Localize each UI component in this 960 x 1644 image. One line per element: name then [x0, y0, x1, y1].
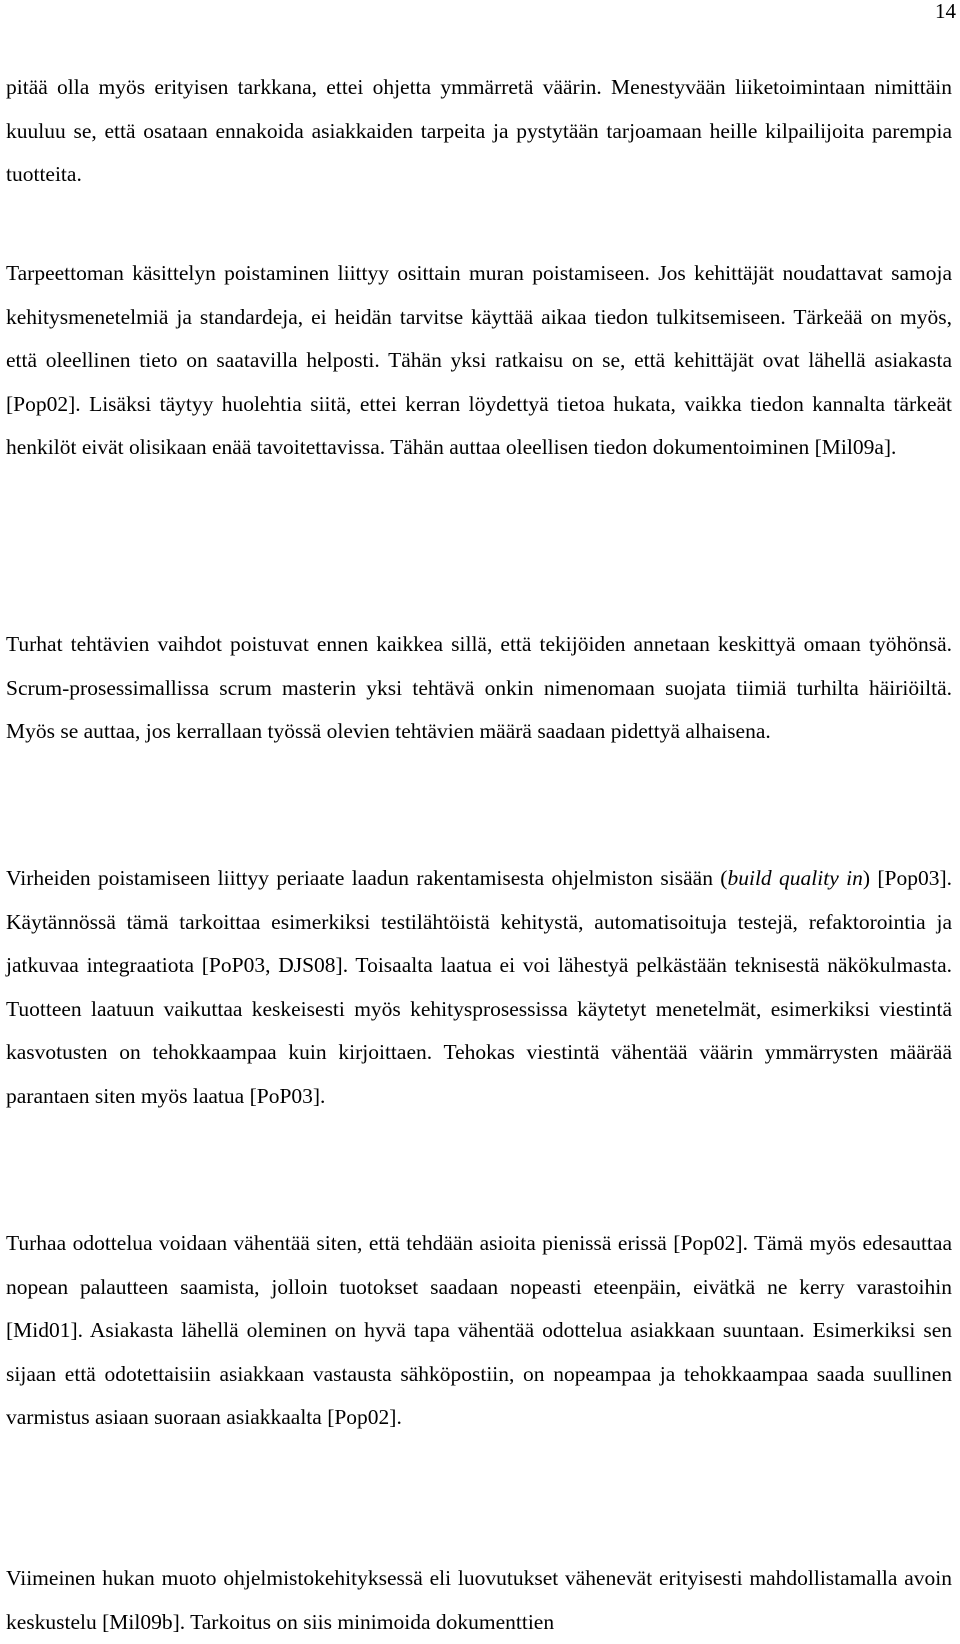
paragraph-3-text: Turhat tehtävien vaihdot poistuvat ennen kaikkea sillä, että tekijöiden annetaan keskittyä omaan työhönsä. Scrum-prosessimallissa scrum masterin yksi tehtävä onkin nimenomaan suojata tiimiä turhilta häiriöiltä. Myös se auttaa, jos kerrallaan työssä olevien tehtävien määrä saadaan pidettyä alhaisena.	[6, 632, 952, 743]
paragraph-6	[6, 1557, 952, 1644]
paragraph-2-text: Tarpeettoman käsittelyn poistaminen liittyy osittain muran poistamiseen. Jos kehittäjät noudattavat samoja kehitysmenetelmiä ja standardeja, ei heidän tarvitse käyttää aikaa tiedon tulkitsemiseen. Tärkeää on myös, että oleellinen tieto on saatavilla helposti. Tähän yksi ratkaisu on se, että kehittäjät ovat lähellä asiakasta [Pop02]. Lisäksi täytyy huolehtia siitä, ettei kerran löydettyä tietoa hukata, vaikka tiedon kannalta tärkeät henkilöt eivät olisikaan enää tavoitettavissa. Tähän auttaa oleellisen tiedon dokumentoiminen [Mil09a].	[6, 261, 952, 459]
paragraph-4-italic-term: build quality in	[727, 866, 863, 890]
paragraph-4-text-after: ) [Pop03]. Käytännössä tämä tarkoittaa esimerkiksi testilähtöistä kehitystä, automatisoituja testejä, refaktorointia ja jatkuvaa integraatiota [PoP03, DJS08]. Toisaalta laatua ei voi lähestyä pelkästään teknisestä näkökulmasta. Tuotteen laatuun vaikuttaa keskeisesti myös kehitysprosessissa käytetyt menetelmät, esimerkiksi viestintä kasvotusten on tehokkaampaa kuin kirjoittaen. Tehokas viestintä vähentää väärin ymmärrysten määrää parantaen siten myös laatua [PoP03].	[6, 866, 952, 1108]
paragraph-2	[6, 252, 952, 470]
paragraph-5	[6, 1222, 952, 1440]
paragraph-4	[6, 857, 952, 1118]
paragraph-1-text: pitää olla myös erityisen tarkkana, ettei ohjetta ymmärretä väärin. Menestyvään liiketoimintaan nimittäin kuuluu se, että osataan ennakoida asiakkaiden tarpeita ja pystytään tarjoamaan heille kilpailijoita parempia tuotteita.	[6, 75, 952, 186]
paragraph-3	[6, 623, 952, 754]
page-number: 14	[935, 0, 956, 23]
paragraph-4-text-before: Virheiden poistamiseen liittyy periaate laadun rakentamisesta ohjelmiston sisään (	[6, 866, 728, 890]
paragraph-4-text	[6, 857, 952, 1118]
paragraph-6-text: Viimeinen hukan muoto ohjelmistokehityksessä eli luovutukset vähenevät erityisesti mahdollistamalla avoin keskustelu [Mil09b]. Tarkoitus on siis minimoida dokumenttien	[6, 1566, 952, 1634]
paragraph-1	[6, 66, 952, 197]
paragraph-5-text: Turhaa odottelua voidaan vähentää siten, että tehdään asioita pienissä erissä [Pop02]. Tämä myös edesauttaa nopean palautteen saamista, jolloin tuotokset saadaan nopeasti eteenpäin, eivätkä ne kerry varastoihin [Mid01]. Asiakasta lähellä oleminen on hyvä tapa vähentää odottelua asiakkaan suuntaan. Esimerkiksi sen sijaan että odotettaisiin asiakkaan vastausta sähköpostiin, on nopeampaa ja tehokkaampaa saada suullinen varmistus asiaan suoraan asiakkaalta [Pop02].	[6, 1231, 952, 1429]
